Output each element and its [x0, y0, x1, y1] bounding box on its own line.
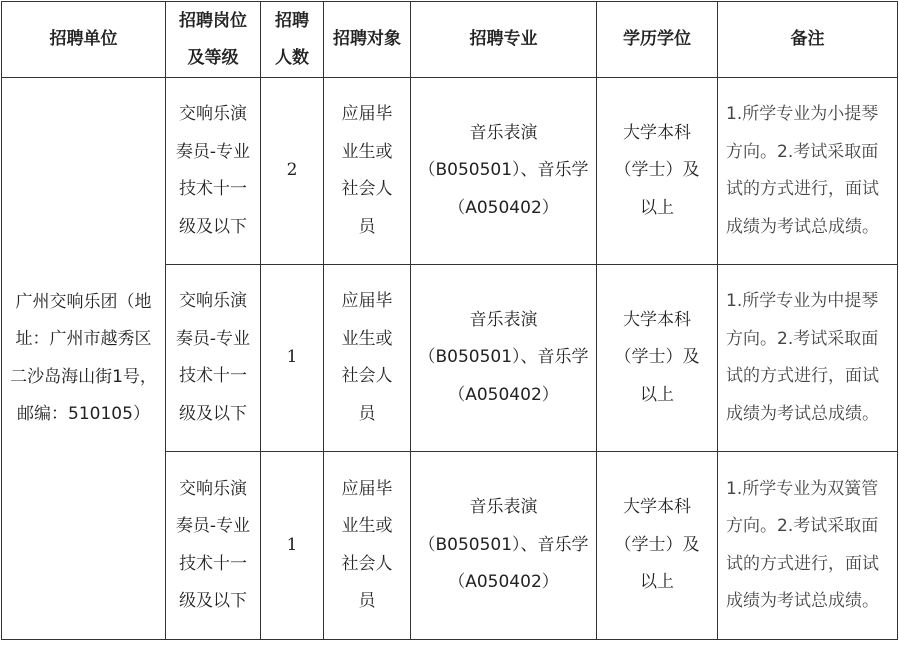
education-cell: 大学本科（学士）及以上	[597, 452, 718, 640]
position-cell: 交响乐演奏员-专业技术十一级及以下	[166, 265, 261, 452]
recruitment-table	[1, 1, 898, 640]
table-row	[2, 78, 898, 265]
education-cell: 大学本科（学士）及以上	[597, 78, 718, 265]
target-cell: 应届毕业生或社会人员	[324, 452, 411, 640]
count-cell: 1	[261, 452, 324, 640]
header-major: 招聘专业	[411, 2, 597, 78]
target-cell: 应届毕业生或社会人员	[324, 78, 411, 265]
count-cell: 2	[261, 78, 324, 265]
notes-cell: 1.所学专业为双簧管方向。2.考试采取面试的方式进行，面试成绩为考试总成绩。	[718, 452, 898, 640]
education-cell: 大学本科（学士）及以上	[597, 265, 718, 452]
notes-cell: 1.所学专业为小提琴方向。2.考试采取面试的方式进行，面试成绩为考试总成绩。	[718, 78, 898, 265]
major-cell: 音乐表演（B050501）、音乐学（A050402）	[411, 265, 597, 452]
major-cell: 音乐表演（B050501）、音乐学（A050402）	[411, 78, 597, 265]
recruiting-unit-cell: 广州交响乐团（地址：广州市越秀区二沙岛海山街1号，邮编：510105）	[2, 78, 166, 640]
notes-cell: 1.所学专业为中提琴方向。2.考试采取面试的方式进行，面试成绩为考试总成绩。	[718, 265, 898, 452]
header-education: 学历学位	[597, 2, 718, 78]
major-cell: 音乐表演（B050501）、音乐学（A050402）	[411, 452, 597, 640]
header-count: 招聘人数	[261, 2, 324, 78]
target-cell: 应届毕业生或社会人员	[324, 265, 411, 452]
header-row	[2, 2, 898, 78]
header-target: 招聘对象	[324, 2, 411, 78]
header-notes: 备注	[718, 2, 898, 78]
position-cell: 交响乐演奏员-专业技术十一级及以下	[166, 452, 261, 640]
count-cell: 1	[261, 265, 324, 452]
position-cell: 交响乐演奏员-专业技术十一级及以下	[166, 78, 261, 265]
header-unit: 招聘单位	[2, 2, 166, 78]
header-position: 招聘岗位及等级	[166, 2, 261, 78]
